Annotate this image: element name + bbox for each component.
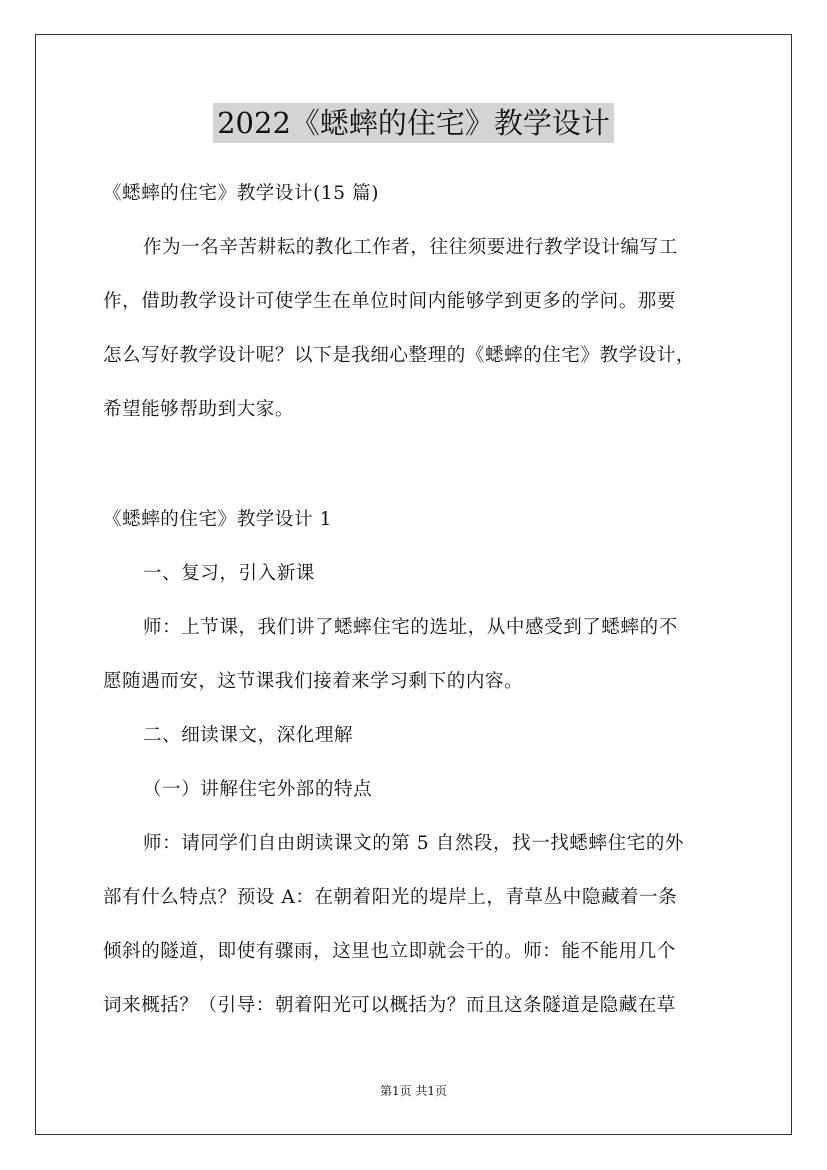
page-footer: 第1页 共1页 — [379, 1084, 448, 1098]
part2-heading: 二、细读课文，深化理解 — [143, 725, 354, 746]
title-wrap — [0, 103, 827, 143]
intro-line: 作，借助教学设计可使学生在单位时间内能够学到更多的学问。那要 — [103, 291, 677, 312]
document-title: 2022《蟋蟀的住宅》教学设计 — [213, 103, 614, 143]
part2-sub-heading: （一）讲解住宅外部的特点 — [143, 779, 373, 800]
intro-line: 希望能够帮助到大家。 — [103, 399, 295, 420]
part2-line: 部有什么特点？预设 A：在朝着阳光的堤岸上，青草丛中隐藏着一条 — [103, 887, 678, 908]
part1-heading: 一、复习，引入新课 — [143, 563, 315, 584]
part1-line: 愿随遇而安，这节课我们接着来学习剩下的内容。 — [103, 671, 524, 692]
subtitle: 《蟋蟀的住宅》教学设计(15 篇) — [103, 183, 380, 204]
part2-line: 师：请同学们自由朗读课文的第 5 自然段，找一找蟋蟀住宅的外 — [143, 833, 685, 854]
section-heading: 《蟋蟀的住宅》教学设计 1 — [103, 509, 332, 530]
part1-line: 师：上节课，我们讲了蟋蟀住宅的选址，从中感受到了蟋蟀的不 — [143, 617, 678, 638]
part2-line: 倾斜的隧道，即使有骤雨，这里也立即就会干的。师：能不能用几个 — [103, 941, 677, 962]
part2-line: 词来概括？（引导：朝着阳光可以概括为？而且这条隧道是隐藏在草 — [103, 995, 677, 1016]
intro-line: 怎么写好教学设计呢？以下是我细心整理的《蟋蟀的住宅》教学设计， — [103, 345, 696, 366]
intro-line: 作为一名辛苦耕耘的教化工作者，往往须要进行教学设计编写工 — [143, 237, 678, 258]
